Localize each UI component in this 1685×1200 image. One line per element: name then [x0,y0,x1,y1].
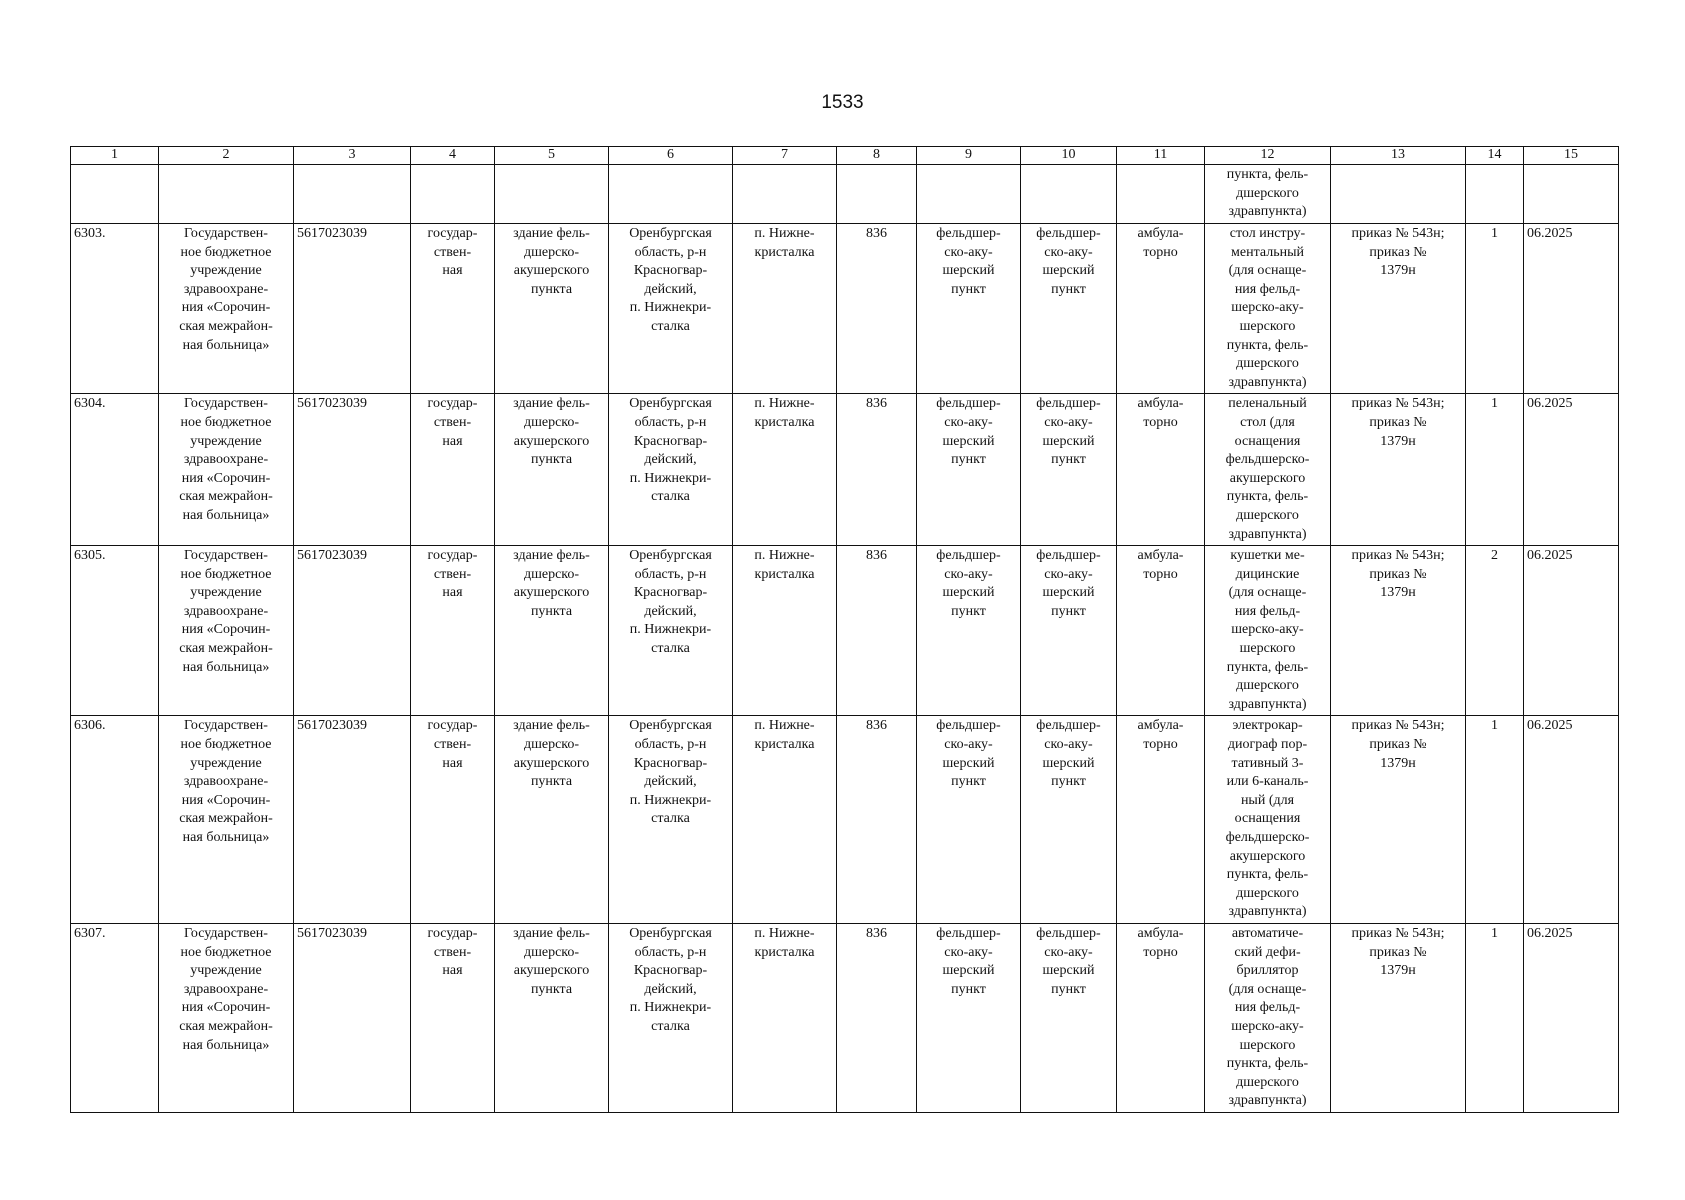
unit-subtype-cell: фельдшер- ско-аку- шерский пункт [1021,923,1117,1112]
table-cell [71,165,159,224]
locality-cell: п. Нижне- кристалка [733,923,837,1112]
equipment-cell: кушетки ме- дицинские (для оснаще- ния фельд- шерско-аку- шерского пункта, фель- дшерского здравпункта) [1205,546,1331,716]
column-header: 2 [159,147,294,165]
row-number-cell: 6307. [71,923,159,1112]
building-cell: здание фель- дшерско- акушерского пункта [495,716,609,924]
table-cell [411,165,495,224]
care-form-cell: амбула- торно [1117,923,1205,1112]
quantity-cell: 1 [1466,923,1524,1112]
ownership-cell: государ- ствен- ная [411,716,495,924]
equipment-cell: электрокар- диограф пор- тативный 3- или 6-каналь- ный (для оснащения фельдшерско- акушерского пункта, фель- дшерского здравпункта) [1205,716,1331,924]
ownership-cell: государ- ствен- ная [411,394,495,546]
page-number: 1533 [821,92,864,113]
quantity-cell: 1 [1466,394,1524,546]
organization-cell: Государствен- ное бюджетное учреждение здравоохране- ния «Сорочин- ская межрайон- ная больница» [159,923,294,1112]
locality-cell: п. Нижне- кристалка [733,546,837,716]
care-form-cell: амбула- торно [1117,394,1205,546]
unit-type-cell: фельдшер- ско-аку- шерский пункт [917,546,1021,716]
column-header: 15 [1524,147,1619,165]
column-header: 11 [1117,147,1205,165]
quantity-cell: 1 [1466,716,1524,924]
table-cell [1466,165,1524,224]
building-cell: здание фель- дшерско- акушерского пункта [495,923,609,1112]
quantity-cell: 2 [1466,546,1524,716]
date-cell: 06.2025 [1524,224,1619,394]
building-cell: здание фель- дшерско- акушерского пункта [495,394,609,546]
inn-cell: 5617023039 [294,224,411,394]
row-number-cell: 6306. [71,716,159,924]
column-header: 10 [1021,147,1117,165]
code-cell: 836 [837,716,917,924]
row-number-cell: 6304. [71,394,159,546]
row-number-cell: 6305. [71,546,159,716]
code-cell: 836 [837,224,917,394]
equipment-cell: стол инстру- ментальный (для оснаще- ния фельд- шерско-аку- шерского пункта, фель- дшерского здравпункта) [1205,224,1331,394]
column-header: 3 [294,147,411,165]
table-cell [609,165,733,224]
equipment-cell: пеленальный стол (для оснащения фельдшерско- акушерского пункта, фель- дшерского здравпункта) [1205,394,1331,546]
inn-cell: 5617023039 [294,546,411,716]
register-table [70,146,1619,1113]
ownership-cell: государ- ствен- ная [411,923,495,1112]
ownership-cell: государ- ствен- ная [411,224,495,394]
column-header: 4 [411,147,495,165]
table-row [71,716,1619,924]
organization-cell: Государствен- ное бюджетное учреждение здравоохране- ния «Сорочин- ская межрайон- ная больница» [159,394,294,546]
code-cell: 836 [837,923,917,1112]
unit-subtype-cell: фельдшер- ско-аку- шерский пункт [1021,546,1117,716]
table-cell [1524,165,1619,224]
address-cell: Оренбургская область, р-н Красногвар- дейский, п. Нижнекри- сталка [609,716,733,924]
column-header: 12 [1205,147,1331,165]
table-row [71,546,1619,716]
date-cell: 06.2025 [1524,546,1619,716]
order-cell: приказ № 543н; приказ № 1379н [1331,923,1466,1112]
table-cell [837,165,917,224]
equipment-cell: пункта, фель- дшерского здравпункта) [1205,165,1331,224]
table-cell [1021,165,1117,224]
column-header: 5 [495,147,609,165]
organization-cell: Государствен- ное бюджетное учреждение здравоохране- ния «Сорочин- ская межрайон- ная больница» [159,546,294,716]
column-header: 7 [733,147,837,165]
inn-cell: 5617023039 [294,716,411,924]
unit-subtype-cell: фельдшер- ско-аку- шерский пункт [1021,716,1117,924]
unit-type-cell: фельдшер- ско-аку- шерский пункт [917,923,1021,1112]
organization-cell: Государствен- ное бюджетное учреждение здравоохране- ния «Сорочин- ская межрайон- ная больница» [159,224,294,394]
continuation-row [71,165,1619,224]
order-cell: приказ № 543н; приказ № 1379н [1331,546,1466,716]
code-cell: 836 [837,394,917,546]
care-form-cell: амбула- торно [1117,224,1205,394]
table-cell [1331,165,1466,224]
unit-type-cell: фельдшер- ско-аку- шерский пункт [917,716,1021,924]
date-cell: 06.2025 [1524,716,1619,924]
address-cell: Оренбургская область, р-н Красногвар- дейский, п. Нижнекри- сталка [609,546,733,716]
column-number-header [71,147,1619,165]
date-cell: 06.2025 [1524,923,1619,1112]
building-cell: здание фель- дшерско- акушерского пункта [495,546,609,716]
date-cell: 06.2025 [1524,394,1619,546]
building-cell: здание фель- дшерско- акушерского пункта [495,224,609,394]
column-header: 9 [917,147,1021,165]
table-cell [294,165,411,224]
care-form-cell: амбула- торно [1117,546,1205,716]
unit-subtype-cell: фельдшер- ско-аку- шерский пункт [1021,394,1117,546]
ownership-cell: государ- ствен- ная [411,546,495,716]
table-cell [733,165,837,224]
organization-cell: Государствен- ное бюджетное учреждение здравоохране- ния «Сорочин- ская межрайон- ная больница» [159,716,294,924]
locality-cell: п. Нижне- кристалка [733,394,837,546]
unit-type-cell: фельдшер- ско-аку- шерский пункт [917,394,1021,546]
row-number-cell: 6303. [71,224,159,394]
locality-cell: п. Нижне- кристалка [733,716,837,924]
table-cell [917,165,1021,224]
locality-cell: п. Нижне- кристалка [733,224,837,394]
order-cell: приказ № 543н; приказ № 1379н [1331,394,1466,546]
column-header: 8 [837,147,917,165]
column-header: 6 [609,147,733,165]
inn-cell: 5617023039 [294,923,411,1112]
column-header: 1 [71,147,159,165]
unit-subtype-cell: фельдшер- ско-аку- шерский пункт [1021,224,1117,394]
table-row [71,923,1619,1112]
quantity-cell: 1 [1466,224,1524,394]
order-cell: приказ № 543н; приказ № 1379н [1331,716,1466,924]
table-cell [159,165,294,224]
equipment-cell: автоматиче- ский дефи- бриллятор (для оснаще- ния фельд- шерско-аку- шерского пункта, фель- дшерского здравпункта) [1205,923,1331,1112]
unit-type-cell: фельдшер- ско-аку- шерский пункт [917,224,1021,394]
address-cell: Оренбургская область, р-н Красногвар- дейский, п. Нижнекри- сталка [609,923,733,1112]
address-cell: Оренбургская область, р-н Красногвар- дейский, п. Нижнекри- сталка [609,394,733,546]
column-header: 13 [1331,147,1466,165]
table-cell [1117,165,1205,224]
care-form-cell: амбула- торно [1117,716,1205,924]
table-row [71,224,1619,394]
table-row [71,394,1619,546]
order-cell: приказ № 543н; приказ № 1379н [1331,224,1466,394]
address-cell: Оренбургская область, р-н Красногвар- дейский, п. Нижнекри- сталка [609,224,733,394]
column-header: 14 [1466,147,1524,165]
table-cell [495,165,609,224]
code-cell: 836 [837,546,917,716]
inn-cell: 5617023039 [294,394,411,546]
